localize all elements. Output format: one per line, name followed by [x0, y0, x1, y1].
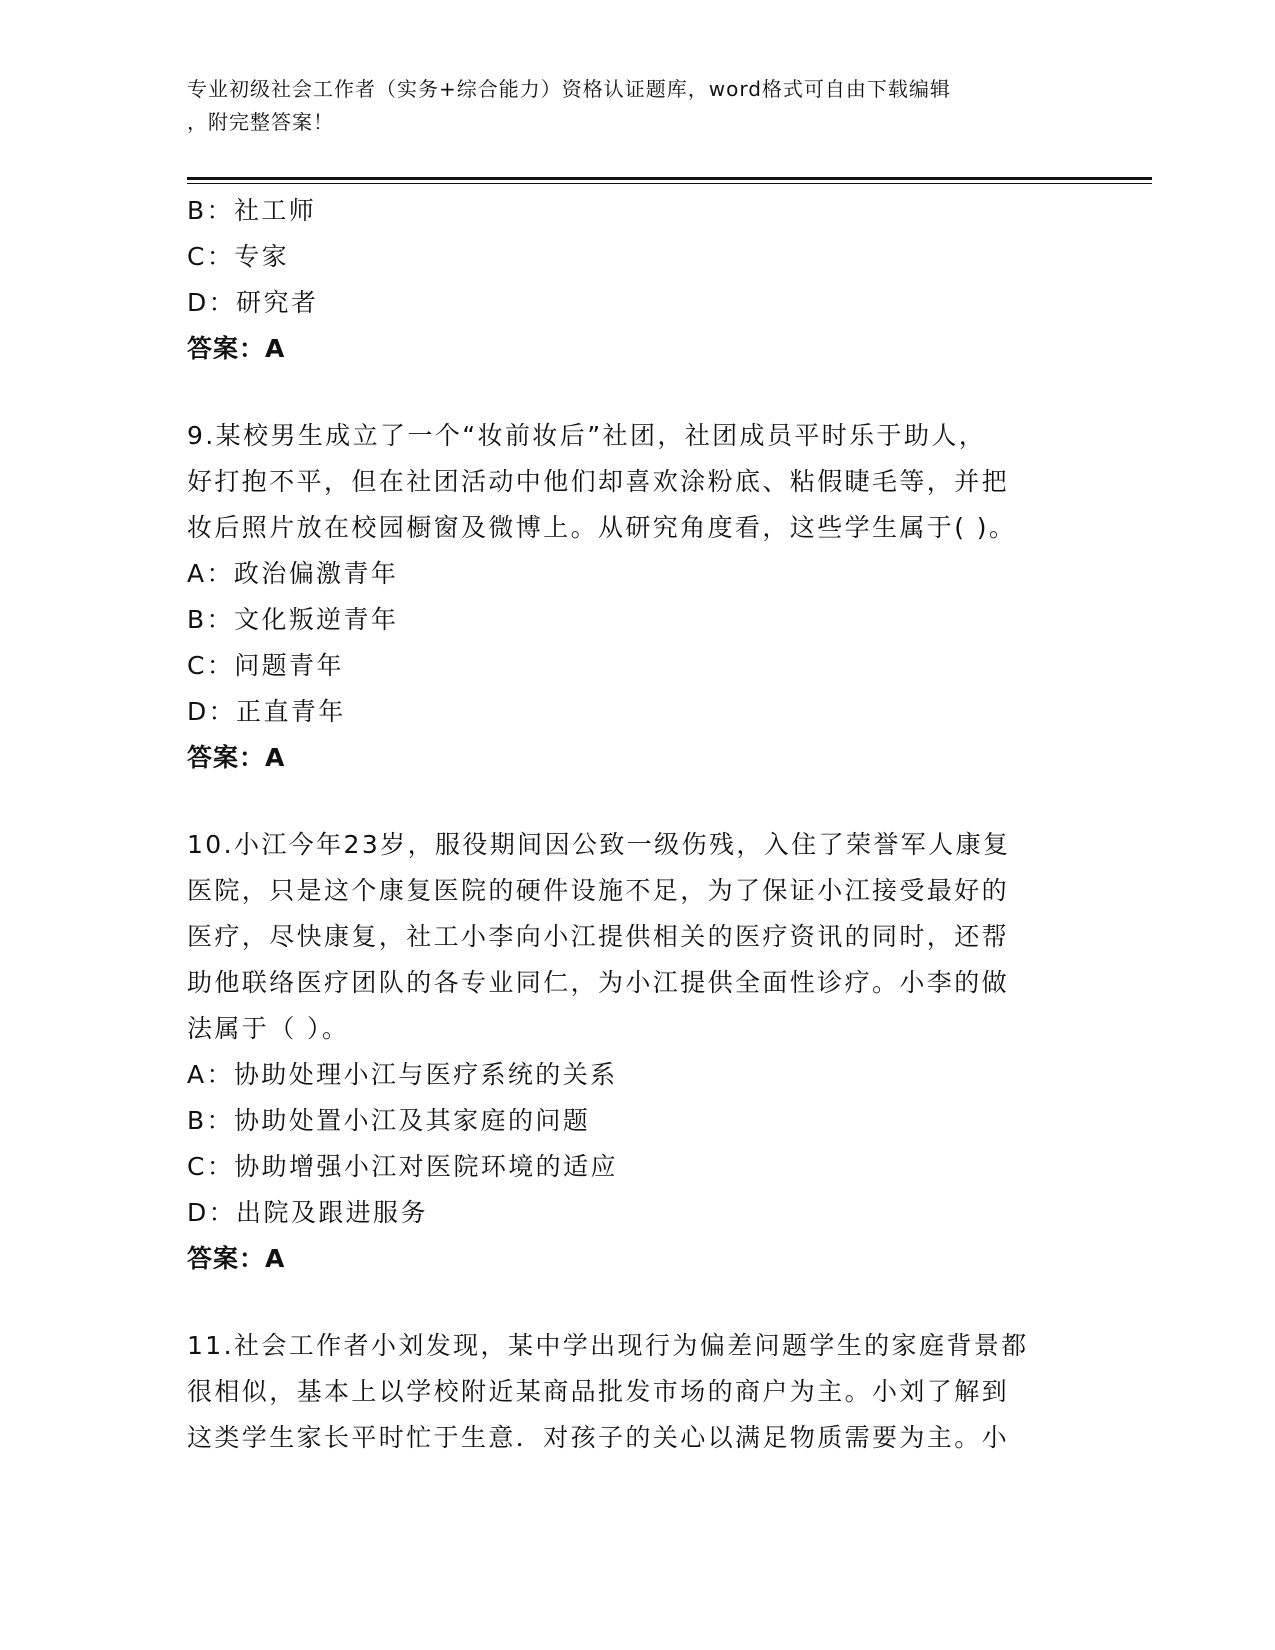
option-b: B：文化叛逆青年 — [187, 605, 399, 634]
header-rule-thick — [187, 177, 1152, 180]
question-10 — [187, 822, 1067, 1282]
question-stem-line: 助他联络医疗团队的各专业同仁，为小江提供全面性诊疗。小李的做 — [187, 968, 1010, 997]
answer-line: 答案：A — [187, 334, 286, 363]
answer-line: 答案：A — [187, 1244, 286, 1273]
option-d: D：出院及跟进服务 — [187, 1198, 428, 1227]
option-c: C：专家 — [187, 242, 290, 271]
option-a: A：协助处理小江与医疗系统的关系 — [187, 1060, 618, 1089]
question-9 — [187, 413, 1067, 781]
header-line-2: ，附完整答案！ — [187, 110, 334, 134]
header-rule-thin — [187, 183, 1152, 184]
document-header — [187, 73, 1087, 139]
option-d: D：正直青年 — [187, 697, 346, 726]
answer-line: 答案：A — [187, 743, 286, 772]
header-line-1: 专业初级社会工作者（实务+综合能力）资格认证题库，word格式可自由下载编辑 — [187, 77, 951, 101]
question-stem-line: 好打抱不平，但在社团活动中他们却喜欢涂粉底、粘假睫毛等，并把 — [187, 467, 1010, 496]
question-stem-line: 法属于（ ）。 — [187, 1014, 350, 1043]
option-b: B：协助处置小江及其家庭的问题 — [187, 1106, 591, 1135]
question-stem-line: 11.社会工作者小刘发现，某中学出现行为偏差问题学生的家庭背景都 — [187, 1331, 1029, 1360]
question-11 — [187, 1323, 1067, 1461]
question-content — [187, 188, 1067, 1461]
spacer — [187, 781, 1067, 822]
question-stem-line: 10.小江今年23岁，服役期间因公致一级伤残，入住了荣誉军人康复 — [187, 830, 1011, 859]
spacer — [187, 1282, 1067, 1323]
prev-question — [187, 188, 1067, 372]
question-stem-line: 医疗，尽快康复，社工小李向小江提供相关的医疗资讯的同时，还帮 — [187, 922, 1010, 951]
option-d: D：研究者 — [187, 288, 319, 317]
question-stem-line: 很相似，基本上以学校附近某商品批发市场的商户为主。小刘了解到 — [187, 1377, 1010, 1406]
question-stem-line: 这类学生家长平时忙于生意．对孩子的关心以满足物质需要为主。小 — [187, 1423, 1010, 1452]
question-stem-line: 医院，只是这个康复医院的硬件设施不足，为了保证小江接受最好的 — [187, 876, 1010, 905]
option-b: B：社工师 — [187, 196, 317, 225]
option-a: A：政治偏激青年 — [187, 559, 399, 588]
spacer — [187, 372, 1067, 413]
question-stem-line: 9.某校男生成立了一个“妆前妆后”社团，社团成员平时乐于助人， — [187, 421, 987, 450]
option-c: C：问题青年 — [187, 651, 344, 680]
option-c: C：协助增强小江对医院环境的适应 — [187, 1152, 618, 1181]
question-stem-line: 妆后照片放在校园橱窗及微博上。从研究角度看，这些学生属于( )。 — [187, 513, 1017, 542]
